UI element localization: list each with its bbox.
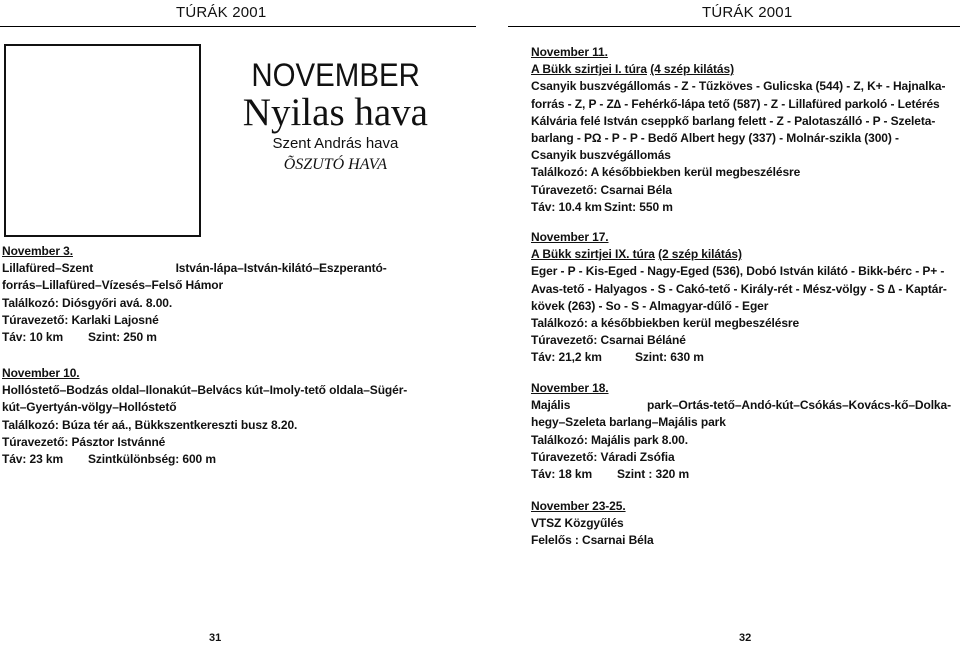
tour-leader: Túravezető: Csarnai Béláné (531, 333, 686, 348)
month-title-block (243, 58, 428, 176)
tour-route-line: Hollóstető–Bodzás oldal–Ilonakút–Belvács kút–Imoly-tető oldala–Sügér- (2, 383, 408, 398)
tour-meeting: Találkozó: Diósgyőri avá. 8.00. (2, 295, 173, 310)
tour-route-line: forrás–Lillafüred–Vízesés–Felső Hámor (2, 278, 224, 293)
event-responsible: Felelős : Csarnai Béla (531, 533, 654, 548)
tour-nov10 (2, 365, 472, 468)
tour-nov18 (531, 380, 960, 483)
tour-nov11 (531, 44, 960, 216)
tour-stats (531, 466, 960, 483)
tour-route-line: hegy–Szeleta barlang–Majális park (531, 415, 726, 430)
tour-route-line: forrás - Z, P - Z∆ - Fehérkő-lápa tető (587) - Z - Lillafüred parkoló - Letérés (531, 96, 940, 111)
tour-meeting: Találkozó: Búza tér aá., Bükkszentkereszti busz 8.20. (2, 417, 298, 432)
tour-distance: Táv: 23 km (2, 452, 64, 467)
tour-date: November 11. (531, 45, 608, 59)
tour-distance: Táv: 21,2 km (531, 350, 602, 365)
event-title: VTSZ Közgyűlés (531, 516, 624, 531)
image-placeholder-frame (4, 44, 201, 237)
tour-stats (2, 451, 472, 468)
tour-route-line: barlang - PΩ - P - P - Bedő Albert hegy (337) - Molnár-szikla (300) - (531, 131, 899, 146)
tour-elevation: Szintkülönbség: 600 m (88, 452, 216, 467)
tour-elevation: Szint: 550 m (604, 199, 673, 214)
tour-nov3 (2, 243, 472, 346)
tour-leader: Túravezető: Csarnai Béla (531, 182, 672, 197)
tour-date: November 17. (531, 230, 609, 244)
month-sign-name: Nyilas hava (242, 91, 428, 134)
tour-nov17 (531, 229, 960, 367)
tour-distance: Táv: 18 km (531, 467, 593, 482)
right-page (480, 0, 960, 648)
tour-route-line: kút–Gyertyán-völgy–Hollóstető (2, 400, 177, 415)
tour-stats (2, 329, 472, 346)
tour-route-line: kövek (263) - So - S - Almagyar-dűlő - Eger (531, 298, 769, 313)
month-saint-name: Szent András hava (272, 135, 399, 152)
tour-stats (531, 349, 960, 366)
tour-meeting: Találkozó: Majális park 8.00. (531, 432, 688, 447)
month-title: NOVEMBER (251, 57, 420, 93)
tour-route-line: Csanyik buszvégállomás (531, 148, 671, 163)
tour-meeting: Találkozó: A későbbiekben kerül megbeszélésre (531, 165, 801, 180)
page-number-right: 32 (739, 632, 752, 644)
event-nov23 (531, 498, 960, 550)
tour-route-line: Avas-tető - Halyagos - S - Cakó-tető - Király-rét - Mész-völgy - S ∆ - Kaptár- (531, 281, 947, 296)
tour-series: A Bükk szirtjei I. túra (4 szép kilátás) (531, 62, 734, 77)
tour-elevation: Szint : 320 m (617, 467, 690, 482)
tour-route-line: Majális park–Ortás-tető–Andó-kút–Csókás–Kovács-kő–Dolka- (531, 398, 951, 413)
tour-leader: Túravezető: Pásztor Istvánné (2, 434, 166, 449)
event-date: November 23-25. (531, 499, 626, 513)
tour-elevation: Szint: 630 m (635, 350, 704, 365)
running-title-right: TÚRÁK 2001 (702, 4, 793, 21)
page-number-left: 31 (209, 632, 222, 644)
month-old-name: ÕSZUTÓ HAVA (283, 156, 388, 173)
tour-date: November 18. (531, 381, 609, 395)
tour-leader: Túravezető: Karlaki Lajosné (2, 312, 159, 327)
tour-route-line: Lillafüred–Szent István-lápa–István-kilátó–Eszperantó- (2, 261, 387, 276)
tour-route-line: Eger - P - Kis-Eged - Nagy-Eged (536), Dobó István kilátó - Bikk-bérc - P+ - (531, 264, 945, 279)
tour-date: November 10. (2, 366, 80, 380)
tour-route-line: Csanyik buszvégállomás - Z - Tűzköves - Gulicska (544) - Z, K+ - Hajnalka- (531, 79, 946, 94)
tour-stats (531, 199, 960, 216)
tour-date: November 3. (2, 244, 73, 258)
tour-distance: Táv: 10.4 km (531, 199, 602, 214)
header-rule-left (0, 26, 476, 27)
tour-series: A Bükk szirtjei IX. túra (2 szép kilátás) (531, 247, 742, 262)
header-rule-right (508, 26, 960, 27)
running-title-left: TÚRÁK 2001 (176, 4, 267, 21)
tour-leader: Túravezető: Váradi Zsófia (531, 449, 675, 464)
tour-elevation: Szint: 250 m (88, 330, 157, 345)
tour-meeting: Találkozó: a későbbiekben kerül megbeszélésre (531, 316, 800, 331)
tour-route-line: Kálvária felé István cseppkő barlang felett - Z - Palotaszálló - P - Szeleta- (531, 113, 936, 128)
tour-distance: Táv: 10 km (2, 330, 64, 345)
